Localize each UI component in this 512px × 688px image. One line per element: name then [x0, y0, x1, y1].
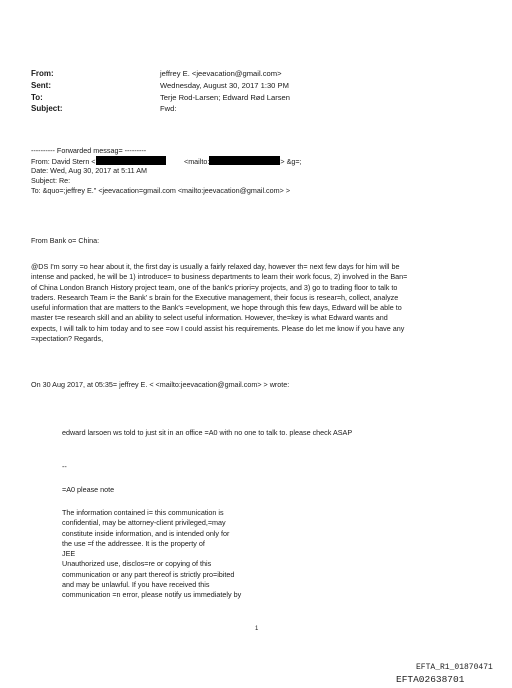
disclaimer-line: confidential, may be attorney-client privileged,=may — [62, 518, 226, 528]
to-value: Terje Rod-Larsen; Edward Rød Larsen — [160, 93, 290, 102]
disclaimer-line: JEE — [62, 549, 76, 559]
footer-id-primary: EFTA_R1_01870471 — [416, 663, 493, 672]
subject-label: Subject: — [31, 104, 63, 113]
greeting-line: From Bank o= China: — [31, 236, 100, 245]
forwarded-subject: Subject: Re: — [31, 176, 71, 185]
reply-paragraph — [31, 262, 491, 344]
signature-dash: -- — [62, 462, 67, 471]
paragraph-line: expects, I will talk to him today and to see =ow I could assist his requirements. Please do let me know if you have any — [31, 323, 405, 333]
paragraph-line: of China London Branch History project team, one of the bank's priori=y projects, and 3) go to trading floor to talk to — [31, 282, 398, 292]
forwarded-divider: ---------- Forwarded messag= --------- — [31, 146, 147, 155]
sent-label: Sent: — [31, 81, 51, 90]
paragraph-line: traders. Research Team i= the Bank' s brain for the Executive management, their focus is resear=h, collect, analyze — [31, 292, 399, 302]
redaction-bar — [209, 156, 280, 165]
from-value: jeffrey E. <jeevacation@gmail.com> — [160, 69, 282, 78]
wrote-line: On 30 Aug 2017, at 05:35= jeffrey E. < <mailto:jeevacation@gmail.com> > wrote: — [31, 380, 290, 389]
to-label: To: — [31, 93, 43, 102]
sent-value: Wednesday, August 30, 2017 1:30 PM — [160, 81, 289, 90]
disclaimer-line: Unauthorized use, disclos=re or copying of this — [62, 559, 212, 569]
forwarded-from-suffix: > &g=; — [280, 157, 302, 166]
paragraph-line: @DS I'm sorry =o hear about it, the first day is usually a fairly relaxed day, however th= next few days for him will be — [31, 262, 400, 271]
quoted-message: edward larsoen ws told to just sit in an office =A0 with no one to talk to. please check ASAP — [62, 428, 353, 437]
forwarded-mailto: <mailto: — [184, 157, 210, 166]
subject-value: Fwd: — [160, 104, 177, 113]
paragraph-line: intense and packed, he will be 1) introduce= to business departments to learn their work focus, 2) involved in the Ban= — [31, 272, 408, 282]
disclaimer-line: communication =n error, please notify us immediately by — [62, 590, 242, 600]
redaction-bar — [96, 156, 166, 165]
forwarded-to: To: &quo=;jeffrey E." <jeevacation=gmail.com <mailto:jeevacation@gmail.com> > — [31, 186, 291, 195]
disclaimer-line: communication or any part thereof is strictly pro=ibited — [62, 569, 235, 579]
disclaimer-line: the use =f the addressee. It is the property of — [62, 538, 205, 548]
forwarded-mailto-line — [184, 156, 302, 167]
page-number: 1 — [255, 626, 259, 632]
paragraph-line: useful information that are matters to the Bank's =evelopment, we hope through this few days, Edward will be able to — [31, 303, 402, 313]
footer-id-secondary: EFTA02638701 — [396, 674, 465, 685]
paragraph-line: =xpectation? Regards, — [31, 334, 104, 344]
disclaimer-line: and may be unlawful. If you have received this — [62, 580, 210, 590]
from-label: From: — [31, 69, 54, 78]
paragraph-line: master t=e research skill and an ability to select useful information. However, the=key is what Edward wants and — [31, 313, 388, 323]
disclaimer-block — [62, 508, 322, 601]
forwarded-date: Date: Wed, Aug 30, 2017 at 5:11 AM — [31, 166, 148, 175]
disclaimer-line: constitute inside information, and is intended only for — [62, 528, 230, 538]
note-line: =A0 please note — [62, 485, 115, 494]
forwarded-from-prefix: From: David Stern < — [31, 157, 96, 166]
disclaimer-line: The information contained i= this communication is — [62, 508, 224, 517]
